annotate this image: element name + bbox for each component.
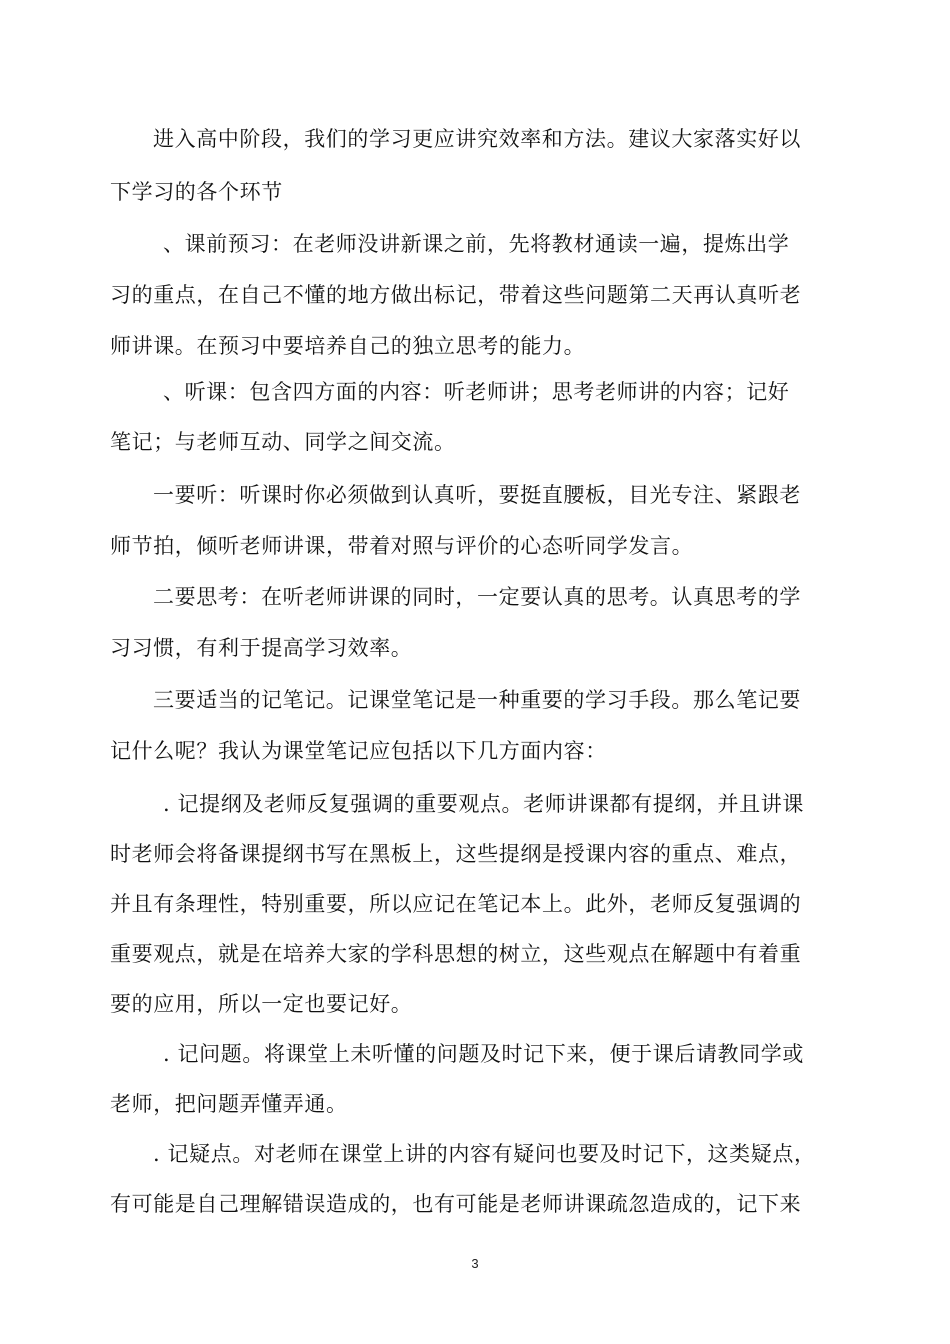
text-line: . 记提纲及老师反复强调的重要观点。老师讲课都有提纲，并且讲课 [163,792,804,816]
text-line: 笔记；与老师互动、同学之间交流。 [110,430,456,454]
text-line: 二要思考：在听老师讲课的同时，一定要认真的思考。认真思考的学 [153,585,801,609]
text-line: . 记疑点。对老师在课堂上讲的内容有疑问也要及时记下，这类疑点， [153,1142,816,1166]
text-line: 、课前预习：在老师没讲新课之前，先将教材通读一遍，提炼出学 [163,232,790,256]
text-line: 下学习的各个环节 [110,180,283,204]
text-line: 习的重点，在自己不懂的地方做出标记，带着这些问题第二天再认真听老 [110,283,802,307]
text-line: 进入高中阶段，我们的学习更应讲究效率和方法。建议大家落实好以 [153,127,801,151]
text-line: 要的应用，所以一定也要记好。 [110,992,413,1016]
text-line: 师讲课。在预习中要培养自己的独立思考的能力。 [110,334,586,358]
text-line: 重要观点，就是在培养大家的学科思想的树立，这些观点在解题中有着重 [110,942,802,966]
text-line: . 记问题。将课堂上未听懂的问题及时记下来，便于课后请教同学或 [163,1042,804,1066]
text-line: 习习惯，有利于提高学习效率。 [110,636,413,660]
text-line: 有可能是自己理解错误造成的，也有可能是老师讲课疏忽造成的，记下来 [110,1192,802,1216]
text-line: 时老师会将备课提纲书写在黑板上，这些提纲是授课内容的重点、难点， [110,842,802,866]
text-line: 并且有条理性，特别重要，所以应记在笔记本上。此外，老师反复强调的 [110,892,802,916]
page-number: 3 [471,1256,479,1271]
text-line: 记什么呢？我认为课堂笔记应包括以下几方面内容： [110,739,607,763]
text-line: 一要听：听课时你必须做到认真听，要挺直腰板，目光专注、紧跟老 [153,483,801,507]
text-line: 三要适当的记笔记。记课堂笔记是一种重要的学习手段。那么笔记要 [153,688,801,712]
text-line: 老师，把问题弄懂弄通。 [110,1092,348,1116]
text-line: 师节拍，倾听老师讲课，带着对照与评价的心态听同学发言。 [110,534,694,558]
text-line: 、听课：包含四方面的内容：听老师讲；思考老师讲的内容；记好 [163,380,790,404]
